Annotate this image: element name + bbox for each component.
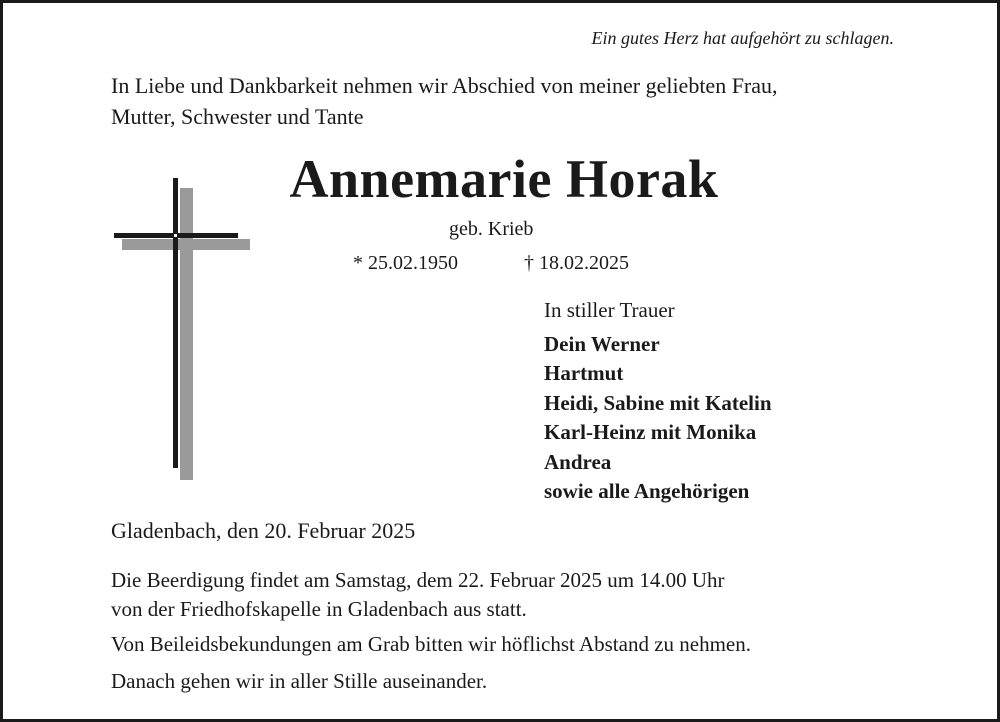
funeral-info xyxy=(111,566,931,696)
mourner-name: Andrea xyxy=(544,449,612,474)
intro-text xyxy=(111,70,911,132)
mourners-lead: In stiller Trauer xyxy=(544,298,675,322)
birth-date: * 25.02.1950 xyxy=(353,252,458,274)
deceased-name: Annemarie Horak xyxy=(289,149,719,209)
cross-vertical xyxy=(173,178,178,468)
intro-line-2: Mutter, Schwester und Tante xyxy=(111,104,364,129)
mourner-name: Hartmut xyxy=(544,361,624,385)
silence-note: Danach gehen wir in aller Stille auseinander. xyxy=(111,669,488,693)
cross-icon xyxy=(112,176,252,480)
mourners-list xyxy=(544,330,772,507)
place-date: Gladenbach, den 20. Februar 2025 xyxy=(111,518,416,543)
mourner-name: sowie alle Angehörigen xyxy=(544,479,750,503)
mourners-block xyxy=(544,296,772,507)
mourner-name: Heidi, Sabine mit Katelin xyxy=(544,390,772,415)
cross-shadow-vertical xyxy=(180,188,193,480)
funeral-line-2: von der Friedhofskapelle in Gladenbach aus statt. xyxy=(111,597,527,621)
funeral-line-1: Die Beerdigung findet am Samstag, dem 22. Februar 2025 um 14.00 Uhr xyxy=(111,568,725,592)
motto: Ein gutes Herz hat aufgehört zu schlagen. xyxy=(591,28,894,48)
birth-name: geb. Krieb xyxy=(449,218,534,240)
death-date: † 18.02.2025 xyxy=(524,252,629,274)
intro-line-1: In Liebe und Dankbarkeit nehmen wir Abschied von meiner geliebten Frau, xyxy=(111,73,778,98)
mourner-name: Karl-Heinz mit Monika xyxy=(544,420,757,444)
mourner-name: Dein Werner xyxy=(544,331,660,356)
cross-center xyxy=(174,234,177,237)
cross-shadow-horizontal xyxy=(122,239,250,250)
condolence-note: Von Beileidsbekundungen am Grab bitten wir höflichst Abstand zu nehmen. xyxy=(111,632,751,656)
